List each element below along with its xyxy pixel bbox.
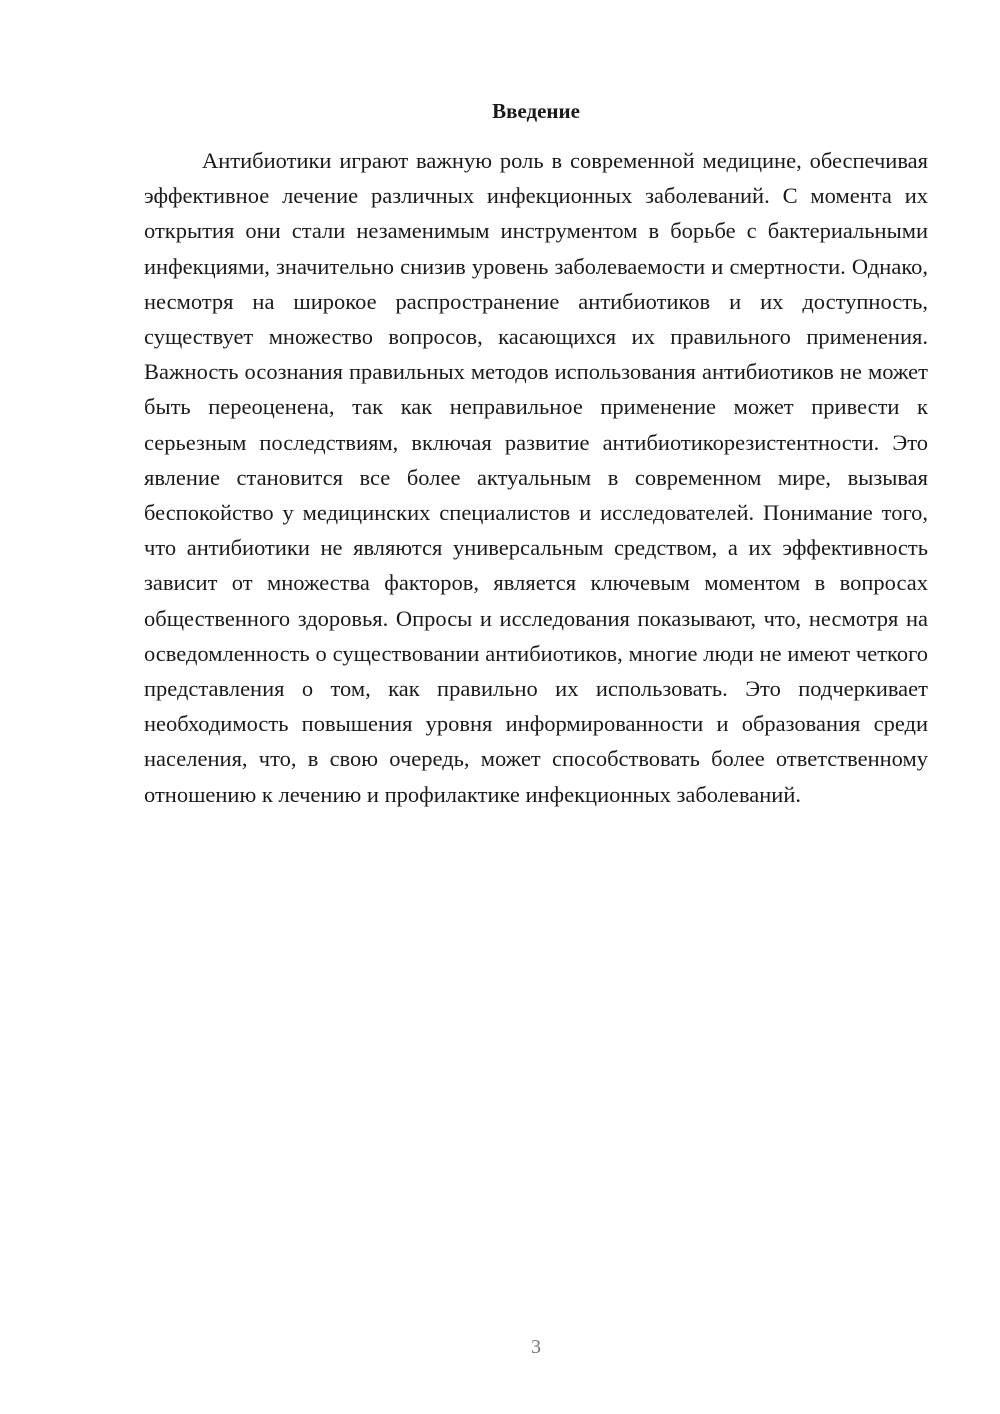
body-paragraph: Антибиотики играют важную роль в современной медицине, обеспечивая эффективное лечение различных инфекционных заболеваний. С момента их открытия они стали незаменимым инструментом в борьбе с бактериальными инфекциями, значительно снизив уровень заболеваемости и смертности. Однако, несмотря на широкое распространение антибиотиков и их доступность, существует множество вопросов, касающихся их правильного применения. Важность осознания правильных методов использования антибиотиков не может быть переоценена, так как неправильное применение может привести к серьезным последствиям, включая развитие антибиотикорезистентности. Это явление становится все более актуальным в современном мире, вызывая беспокойство у медицинских специалистов и исследователей. Понимание того, что антибиотики не являются универсальным средством, а их эффективность зависит от множества факторов, является ключевым моментом в вопросах общественного здоровья. Опросы и исследования показывают, что, несмотря на осведомленность о существовании антибиотиков, многие люди не имеют четкого представления о том, как правильно их использовать. Это подчеркивает необходимость повышения уровня информированности и образования среди населения, что, в свою очередь, может способствовать более ответственному отношению к лечению и профилактике инфекционных заболеваний. xyxy=(144,148,928,807)
section-heading: Введение xyxy=(492,99,580,123)
page-number: 3 xyxy=(531,1336,541,1358)
